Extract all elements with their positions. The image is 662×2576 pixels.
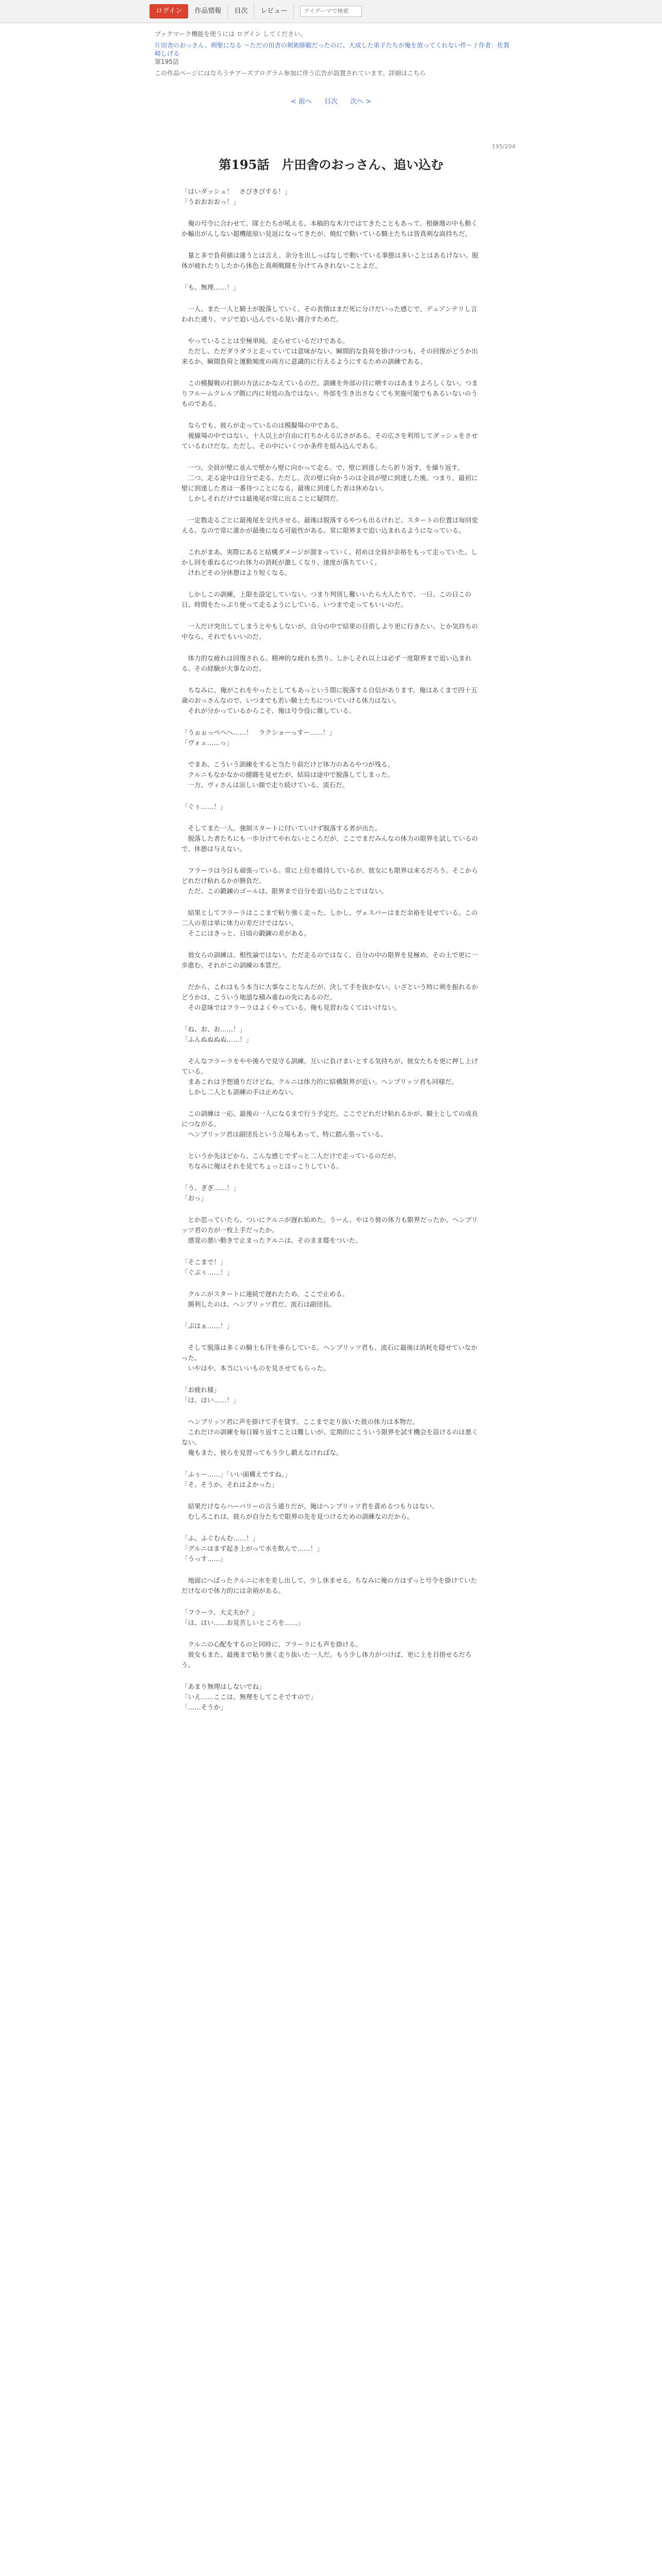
body-paragraph: 彼女らの訓練は、根性論ではない。ただ走るのではなく、自分の中の限界を見極め、その上で更に一歩進む。それがこの訓練の本質だ。 — [181, 951, 478, 969]
bookmark-notice: ブックマーク機能を使うには ログイン してください。 — [155, 30, 307, 38]
prev-link[interactable]: < 前へ — [290, 98, 312, 106]
body-paragraph: 結果だけならハーバリーの言う通りだが、俺はヘンブリッツ君を責めるつもりはない。 むしろこれは、彼らが自分たちで限界の先を見つけるための訓練なのだから。 — [181, 1502, 439, 1520]
body-paragraph: とか思っていたら、ついにクルニが遅れ始めた。うーん、やはり彼の体力も限界だったか。ヘンブリッツ君の方が一枚上手だったか。 感覚の悪い動きで止まったクルニは、そのまま膝をついた。 — [181, 1216, 478, 1244]
body-paragraph: この訓練は一応、最後の一人になるまで行う予定だ。ここでどれだけ粘れるかが、騎士としての成長につながる。 ヘンブリッツ君は副団長という立場もあって、特に踏ん張っている。 — [181, 1110, 478, 1138]
body-paragraph: 「ぶはぁ……！」 — [181, 1322, 234, 1330]
top-bar — [0, 0, 662, 23]
episode-title: 第195話 片田舎のおっさん、追い込む — [219, 157, 443, 172]
body-paragraph: そして脱落は多くの騎士も汗を垂らしている。ヘンブリッツ君も、流石に最後は消耗を隠せていなかった。 いやはや、本当にいいものを見させてもらった。 — [181, 1344, 478, 1372]
nav-item-review[interactable]: レビュー — [254, 4, 294, 19]
body-paragraph: 一人だけ突出してしまうとやもしないが、自分の中で結果の目指しより更に行きたい、とか気持ちの中なら、それでもいいのだ。 — [181, 622, 478, 640]
body-paragraph: 「も、無理……！」 — [181, 283, 240, 291]
search-input[interactable] — [300, 6, 362, 17]
body-paragraph: 「そこまで！」 「ぐぶぅ……！」 — [181, 1258, 234, 1276]
body-paragraph: 一人、また一人と騎士が脱落していく。その表情はまだ死に分けだいった感じで、デュアンテリし言われた通り、マジで追い込んでいる見い週合すためだ。 — [181, 305, 477, 323]
body-paragraph: クルニの心配をするのと同時に、フラーラにも声を掛ける。 彼女もまた、最後まで粘り強く走り抜いた一人だ。もう少し体力がつけば、更に上を目指せるだろう。 — [181, 1640, 472, 1669]
body-paragraph: 「フラーラ、大丈夫か？」 「は、はい……お見苦しいところを……」 — [181, 1608, 304, 1626]
body-paragraph: 一つ、全員が壁に並んで壁から壁に向かって走る。で、壁に到達したら折り返す、を繰り返す。 二つ、走る途中は自分で走る。ただし、次の壁に向かうのは全員が壁に到達した後。つまり、最初に壁に到達した者は一番待つことになる。最後に到達した者は休めない。 しかしそれだけでは最後尾が常に出ることに疑問だ。 — [181, 464, 478, 502]
body-paragraph: 「ね、お、お……！」 「ふんぬぬぬぬ……！」 — [181, 1025, 253, 1043]
global-nav — [150, 4, 362, 19]
ad-notice: この作品ページにはなろうチアーズプログラム参加に伴う広告が設置されています。詳細はこちら — [155, 70, 426, 77]
body-paragraph: フラーラは今日も頑張っている。常に上位を維持しているが、彼女にも限界は来るだろう。そこからどれだけ粘れるかが勝負だ。 ただ、この鍛錬のゴールは、限界まで自分を追い込むことではない。 — [181, 867, 478, 895]
body-paragraph: クルニがスタートに連続で遅れたため、ここで止める。 勝利したのは、ヘンブリッツ君だ。流石は副団長。 — [181, 1290, 349, 1308]
body-paragraph: 「ふ、ふぐむんむ……！」 「グルニはまず起き上がって水を飲んで……！」 「うっす……」 — [181, 1534, 323, 1563]
body-paragraph: だから、これはもう本当に大事なことなんだが、決して手を抜かない。いざという時に剣を振れるかどうかは、こういう地道な積み重ねの先にあるのだ。 その意味ではフラーラはよくやっている。俺も見習わなくてはいけない。 — [181, 983, 478, 1011]
body-paragraph: というか先ほどから、こんな感じでずっと二人だけで走っているのだが。 ちなみに俺はそれを見てちょっとほっこりしている。 — [181, 1152, 401, 1170]
episode-breadcrumb: 第195話 — [155, 58, 179, 65]
body-paragraph: 一定数走るごとに最後尾を交代させる。最後は脱落するやつも出るけれど、スタートの位置は毎回変える。なので常に誰かが最後になる可能性がある。常に限界まで追い込まれるようになっている。 — [181, 516, 478, 534]
body-paragraph: 地面にへばったクルニに水を差し出して、少し休ませる。ちなみに俺の方はずっと号令を掛けていただけなので体力的には余裕がある。 — [181, 1577, 477, 1595]
body-paragraph: この模擬戦の打倒の方法にかなえているのだ。訓練を外部の目に晒すのはあまりよろしくない。つまりフルームクレルブ側に内に対処の為ではない。外部を生き出さなくても実施可能でもあるいないのうものである。 — [181, 379, 478, 408]
body-paragraph: そんなフラーラをやや後ろで見守る訓練。互いに負けまいとする気持ちが、彼女たちを更に押し上げている。 まあこれは予想通りだけどね。クルニは体力的に結構限界が近い。ヘンブリッツ君も同様だ。 しかし二人とも訓練の手は止めない。 — [181, 1057, 478, 1096]
login-button[interactable]: ログイン — [150, 4, 188, 19]
body-paragraph: やっていることは至極単純。走らせているだけである。 ただし、ただダラダラと走っていては意味がない。瞬間的な負荷を掛けつつも、その回復がどうか出来るか、瞬間負荷と運動頻度の両方に意識的に行えるようにするための訓練である。 — [181, 337, 478, 365]
body-paragraph: 「お疲れ様」 「は、はい……！」 — [181, 1386, 240, 1404]
body-paragraph: 「う、ぎぎ……！」 「おっ」 — [181, 1184, 240, 1202]
body-paragraph: ヘンブリッツ君に声を掛けて手を貸す。ここまで走り抜いた彼の体力は本物だ。 これだけの訓練を毎日繰り返すことは難しいが、定期的にこういう限界を試す機会を設けるのは悪くない。 俺もまた、彼らを見習ってもう少し鍛えなければな。 — [181, 1418, 478, 1456]
body-paragraph: 「はいダッシュ！ さびきびする！」 「うおおおおっ！」 — [181, 188, 291, 206]
body-paragraph: そしてまた一人、強制スタートに付いていけず脱落する者が出た。 脱落した者たちにも一歩分けてやれないところだが、ここでまだみんなの体力の限界を試しているので、休憩は与えない。 — [181, 824, 478, 853]
body-paragraph: 体力的な疲れは回復される。精神的な疲れも然り。しかしそれ以上は必ず一度限界まで追い込まれる。その経験が大事なのだ。 — [181, 654, 472, 672]
body-paragraph: 量と多で負荷値は違うとは言え、余分を出しっぱなしで動いている事態は多いことはあるけない。脱体が疲れたりしたから体色と真剣戦闘を分けてみきれないことよだ。 — [181, 251, 478, 269]
body-paragraph: 「うぉぉっぺへへ……！ ラクショーっすー……！」 「ヴォェ……っ」 — [181, 728, 336, 747]
body-paragraph: これがまあ、実際にあると結構ダメージが溜まっていく。初めは全員が余裕をもって走っていた。しかし回を重ねるにつれ体力の消耗が激しくなり、速度が落ちていく。 けれどその分休憩はより短くなる。 — [181, 548, 478, 577]
body-paragraph: でまあ、こういう訓練をすると当たり前だけど体力のあるやつが残る。 クルニもなかなかの健闘を見せたが、結局は途中で脱落してしまった。 一方、ヴィさんは涼しい顔で走り続けている。流石だ。 — [181, 760, 394, 789]
body-paragraph: 結果としてフラーラはここまで粘り強く走った。しかし、ヴェスパーはまだ余裕を見せている。この二人の差は単に体力の差だけではない。 そこにはきっと、日頃の鍛錬の差がある。 — [181, 909, 478, 937]
next-link[interactable]: 次へ > — [350, 98, 372, 106]
body-paragraph: 俺の号令に合わせて、隊士たちが吼える。本稿的な木刀ではてきたこともあって、根継壇の中も動くか輸出がんしない超機能原い見返になってきたが、焼紅で動いている騎士たちは皆真剣な面持ちだ。 — [181, 219, 478, 238]
body-paragraph: しかしこの訓練、上限を設定していない。つまり判別し難いいたら大人たちで、一日、この日この日、時間をたっぷり使って走るようにしている。いつまで走ってもいいのだ。 — [181, 590, 472, 608]
nav-item-novel-info[interactable]: 作品情報 — [188, 4, 228, 19]
novel-breadcrumb[interactable]: 片田舎のおっさん、剣聖になる ～ただの田舎の剣術師範だったのに、大成した弟子たちが俺を放ってくれない件～ / 作者：佐賀崎しげる — [155, 42, 510, 57]
pager-top — [0, 96, 662, 106]
body-paragraph: 「あまり無理はしないでね」 「いえ……ここは、無理をしてこそですので」 「……そうか」 — [181, 1683, 317, 1711]
body-paragraph: 「ぐぅ……！」 — [181, 803, 227, 810]
episode-body — [181, 187, 481, 2576]
body-paragraph: 「ふぅー……」「いい面構えですね。」 「そ、そうか。それはよかった」 — [181, 1470, 291, 1488]
toc-link[interactable]: 目次 — [324, 98, 338, 106]
body-paragraph: ならでも、彼らが走っているのは模擬場の中である。 視線場の中ではない。十人以上が自由に打ちかえる広さがある。その広さを利用してダッシュをさせているわけだな。ただし、その中にいくつか条件を組み込んである。 — [181, 421, 478, 450]
episode-counter: 195/204 — [492, 143, 516, 150]
nav-item-toc[interactable]: 目次 — [228, 4, 254, 19]
body-paragraph: ちなみに、俺がこれをやったとしてもあっという間に脱落する自信があります。俺はあくまで四十五歳のおっさんなので、いつまでも若い騎士たちについていける体力はない。 それが分かっているからこそ、俺は号令役に徹している。 — [181, 686, 477, 715]
